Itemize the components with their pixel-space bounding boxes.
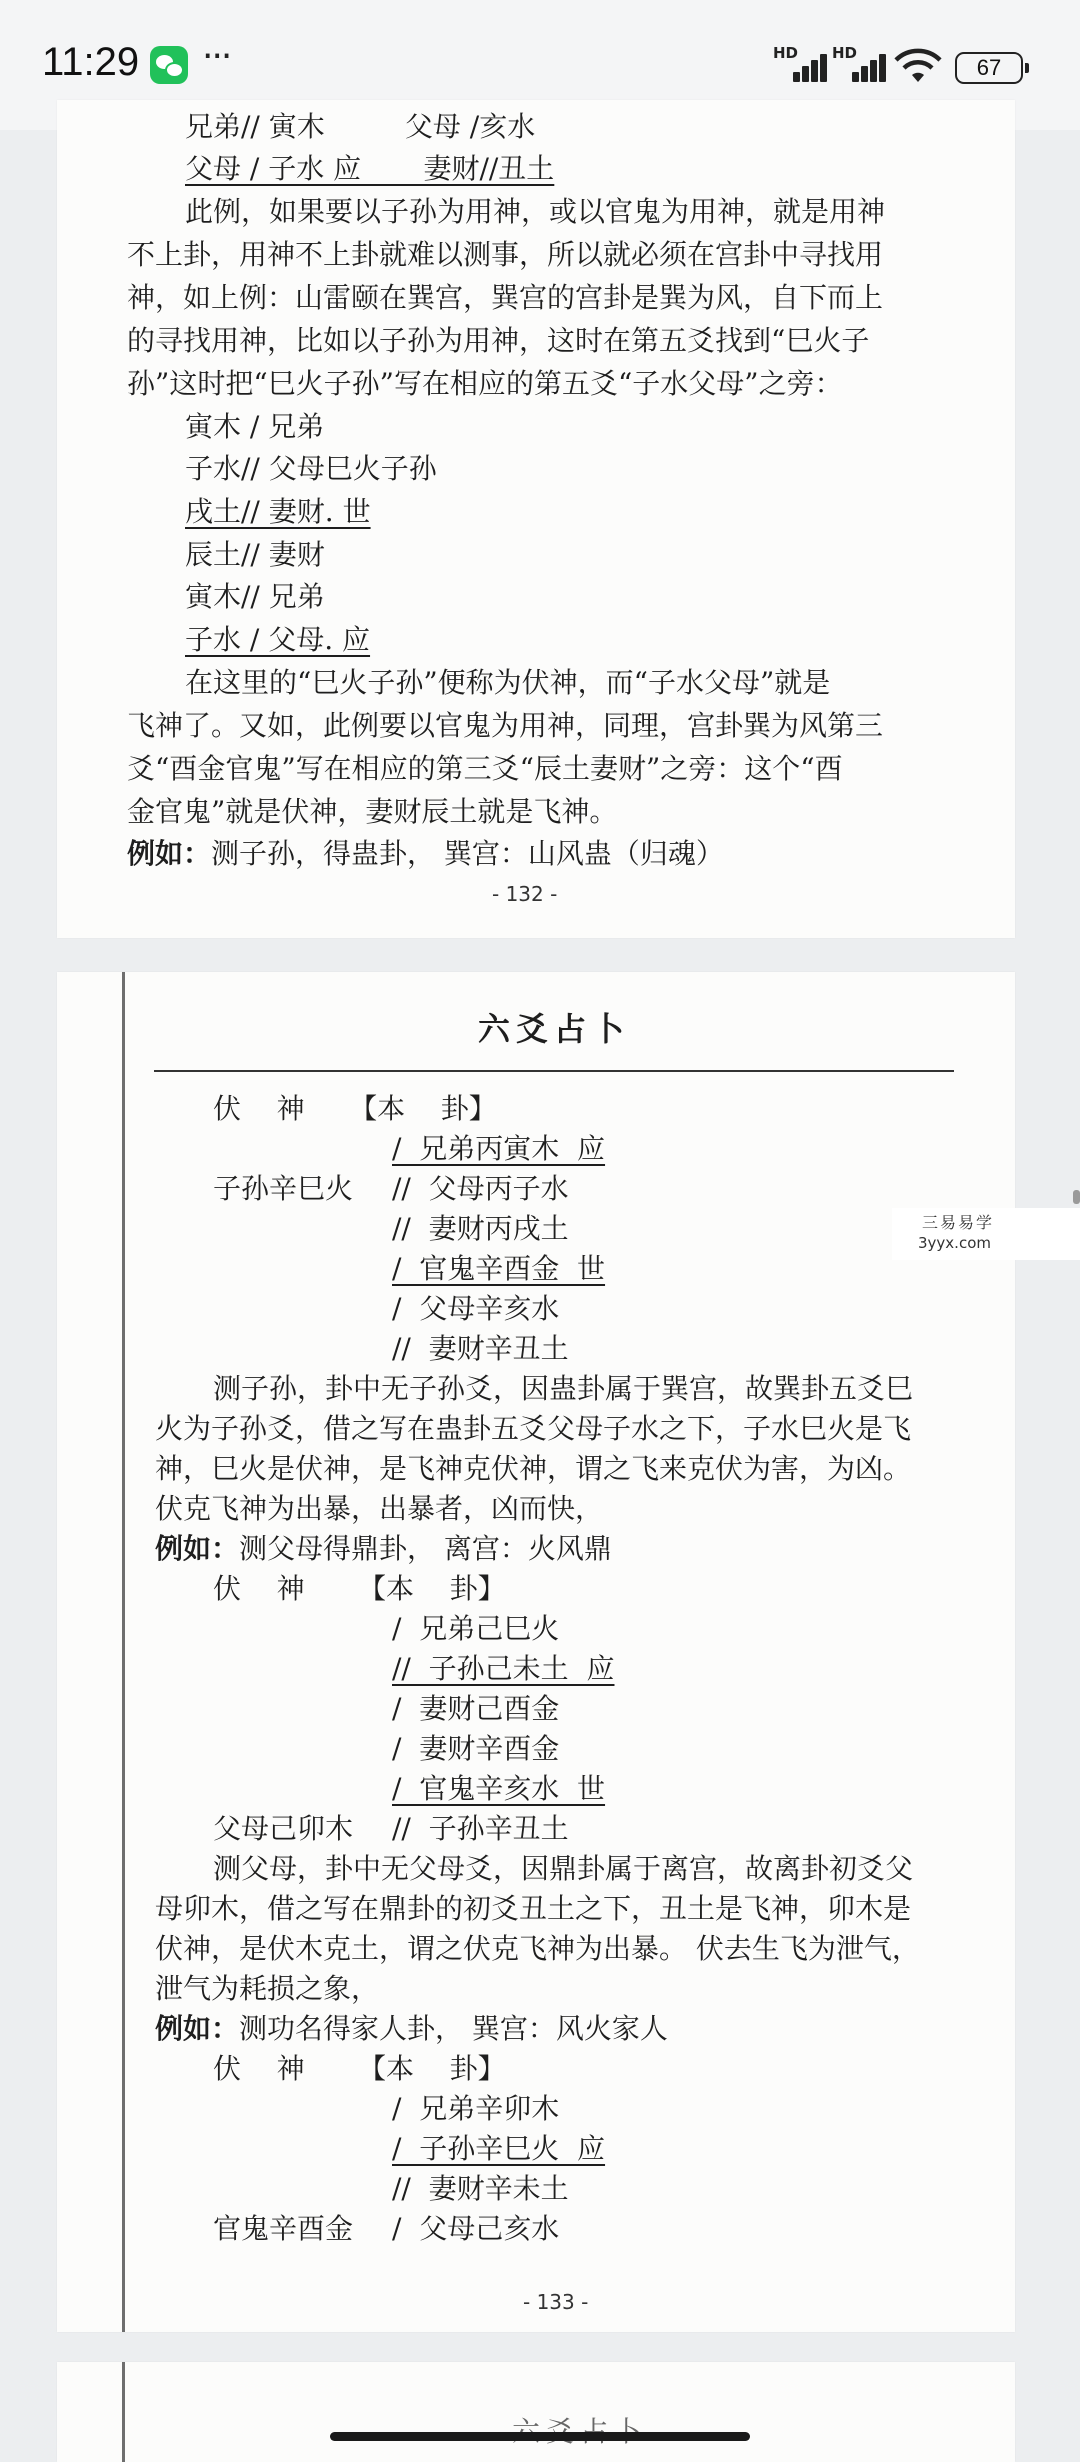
page-title: 六爻占卜 [478, 1010, 631, 1048]
text-line: / 父母辛亥水 [392, 1292, 560, 1325]
text-line: / 子孙辛巳火 应 [392, 2132, 606, 2165]
text-line: / 官鬼辛酉金 世 [392, 1252, 606, 1285]
text-line: / 妻财辛酉金 [392, 1732, 560, 1765]
text-line [155, 1529, 612, 1569]
text-line: // 子孙辛丑土 [392, 1812, 569, 1845]
text-line: 此例，如果要以子孙为用神，或以官鬼为用神，就是用神 [185, 195, 886, 228]
text-line: 父母己卯木 [213, 1812, 354, 1845]
page-number: - 132 - [492, 882, 558, 906]
example-text: 测父母得鼎卦， 离宫：火风鼎 [239, 1532, 612, 1565]
page-spine [122, 2362, 125, 2462]
text-line: 伏 神 【本 卦】 [213, 2052, 506, 2085]
example-label: 例如： [155, 2012, 240, 2045]
text-line: 泄气为耗损之象， [155, 1972, 380, 2005]
text-line: / 兄弟丙寅木 应 [392, 1132, 606, 1165]
text-line: 孙”这时把“巳火子孙”写在相应的第五爻“子水父母”之旁： [127, 367, 843, 400]
text-line: 伏 神 【本 卦】 [213, 1572, 506, 1605]
cellular-signal-icon [773, 44, 825, 82]
text-line: 母卯木，借之写在鼎卦的初爻丑土之下，丑土是飞神，卯木是 [155, 1892, 912, 1925]
hd-label: HD [773, 44, 799, 62]
more-notifications-icon: ··· [202, 36, 231, 77]
text-line: 子孙辛巳火 [213, 1172, 354, 1205]
title-rule [154, 1070, 954, 1072]
example-label: 例如： [127, 837, 212, 870]
text-line: 辰土// 妻财 [185, 538, 325, 571]
text-line: 伏克飞神为出暴，出暴者，凶而快， [155, 1492, 604, 1525]
text-line: 测父母，卦中无父母爻，因鼎卦属于离宫，故离卦初爻父 [213, 1852, 914, 1885]
text-line: / 官鬼辛亥水 世 [392, 1772, 606, 1805]
text-line: 父母 / 子水 应 妻财//丑土 [185, 152, 555, 185]
text-line: // 妻财辛丑土 [392, 1332, 569, 1365]
text-line: // 子孙己未土 应 [392, 1652, 615, 1685]
text-line: 的寻找用神，比如以子孙为用神，这时在第五爻找到“巳火子 [127, 324, 870, 357]
text-line: 兄弟// 寅木 父母 /亥水 [185, 110, 536, 143]
text-line: 飞神了。又如，此例要以官鬼为用神，同理，宫卦巽为风第三 [127, 709, 884, 742]
clock: 11:29 [42, 40, 140, 84]
text-line: / 兄弟己巳火 [392, 1612, 560, 1645]
text-line [155, 2009, 668, 2049]
text-line: 子水 / 父母. 应 [185, 623, 371, 656]
text-line: / 父母己亥水 [392, 2212, 560, 2245]
text-line: 戌土// 妻财. 世 [185, 495, 371, 528]
page-spine [122, 972, 125, 2332]
text-line: 火为子孙爻，借之写在蛊卦五爻父母子水之下，子水巳火是飞 [155, 1412, 912, 1445]
wechat-notification-icon [150, 46, 188, 84]
example-text: 测子孙，得蛊卦， 巽宫：山风蛊（归魂） [211, 837, 724, 870]
text-line: 子水// 父母巳火子孙 [185, 452, 437, 485]
text-line: 神，巳火是伏神，是飞神克伏神，谓之飞来克伏为害，为凶。 [155, 1452, 912, 1485]
text-line: 寅木 / 兄弟 [185, 410, 325, 443]
page-number: - 133 - [523, 2290, 589, 2314]
page-title-partial [512, 2410, 648, 2430]
wifi-icon [893, 48, 943, 86]
watermark-name: 三易易学 [922, 1213, 995, 1232]
example-label: 例如： [155, 1532, 240, 1565]
text-line: 测子孙，卦中无子孙爻，因蛊卦属于巽宫，故巽卦五爻巳 [213, 1372, 914, 1405]
text-line: // 妻财丙戌土 [392, 1212, 569, 1245]
watermark [892, 1208, 1080, 1260]
text-line: 金官鬼”就是伏神，妻财辰土就是飞神。 [127, 795, 618, 828]
text-line: / 妻财己酉金 [392, 1692, 560, 1725]
document-page-134 [57, 2362, 1015, 2462]
text-line: 不上卦，用神不上卦就难以测事，所以就必须在宫卦中寻找用 [127, 238, 884, 271]
text-line: 伏 神 【本 卦】 [213, 1092, 497, 1125]
text-line [127, 834, 724, 874]
hd-label: HD [832, 44, 858, 62]
home-indicator[interactable] [330, 2432, 750, 2441]
cellular-signal-icon [832, 44, 884, 82]
text-line: 神，如上例：山雷颐在巽宫，巽宫的宫卦是巽为风，自下而上 [127, 281, 884, 314]
text-line: 在这里的“巳火子孙”便称为伏神，而“子水父母”就是 [185, 666, 831, 699]
battery-icon: 67 [955, 52, 1023, 84]
text-line: / 兄弟辛卯木 [392, 2092, 560, 2125]
scroll-indicator[interactable] [1073, 1190, 1080, 1204]
text-line: 爻“酉金官鬼”写在相应的第三爻“辰土妻财”之旁：这个“酉 [127, 752, 843, 785]
text-line: // 妻财辛未土 [392, 2172, 569, 2205]
text-line: 寅木// 兄弟 [185, 580, 325, 613]
text-line: 伏神，是伏木克土，谓之伏克飞神为出暴。 伏去生飞为泄气， [155, 1932, 920, 1965]
example-text: 测功名得家人卦， 巽宫：风火家人 [239, 2012, 668, 2045]
text-line: // 父母丙子水 [392, 1172, 569, 1205]
text-line: 官鬼辛酉金 [213, 2212, 354, 2245]
watermark-site: 3yyx.com [918, 1234, 991, 1252]
